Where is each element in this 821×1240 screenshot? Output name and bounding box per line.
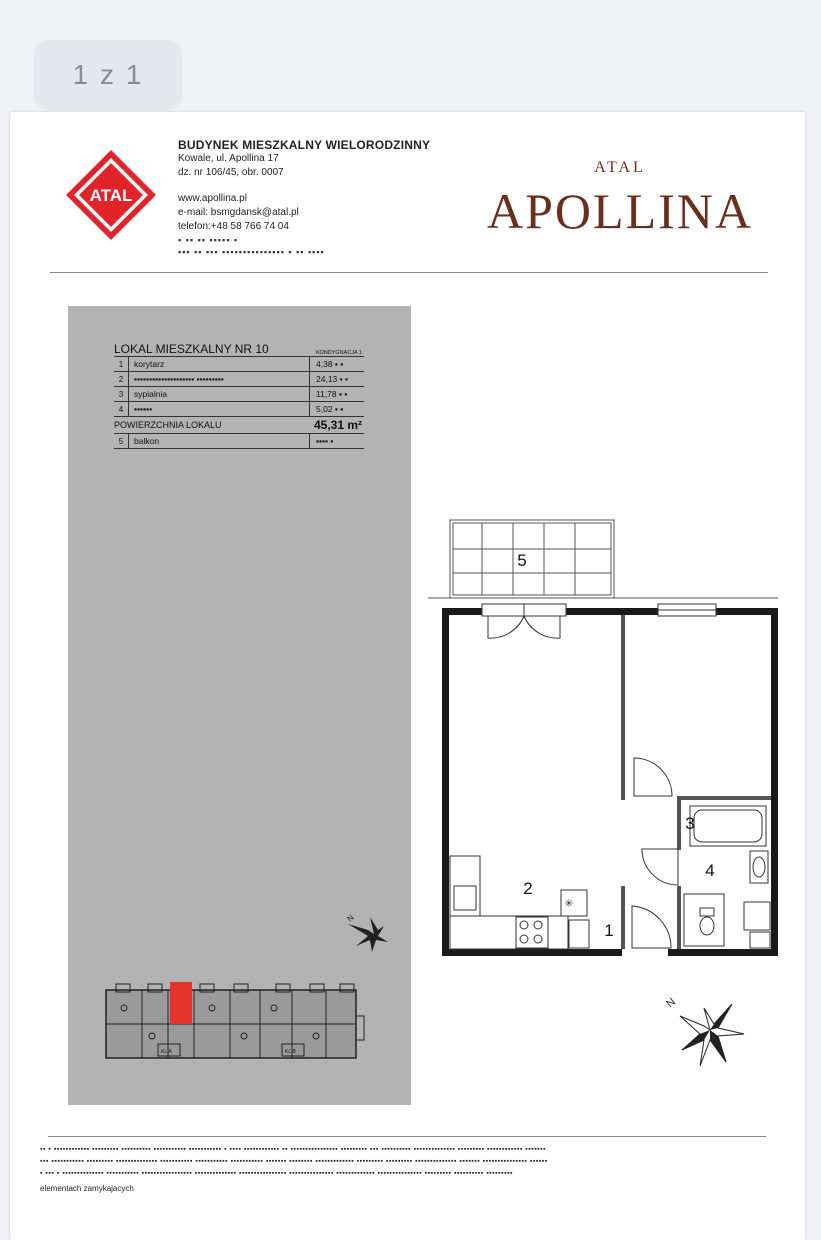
stair-label: KL.A: [161, 1049, 172, 1055]
room-area: 5,02 ▪ ▪: [316, 404, 344, 414]
room-name: ▪▪▪▪▪▪: [129, 402, 310, 416]
area-table: [114, 340, 364, 449]
highlighted-unit: [170, 982, 192, 1024]
room-area: 4,38 ▪ ▪: [316, 359, 344, 369]
bathroom-fixtures: [684, 806, 770, 948]
page-indicator: 1 z 1: [34, 40, 182, 110]
room-label-5: 5: [517, 551, 527, 570]
header-divider: [50, 272, 768, 273]
email-text: e-mail: bsmgdansk@atal.pl: [178, 207, 299, 218]
room-label-4: 4: [705, 861, 715, 880]
total-row: [114, 417, 364, 434]
table-header: [114, 340, 364, 357]
logo-text: ATAL: [89, 186, 133, 205]
room-area: 24,13 ▪ ▪: [316, 374, 349, 384]
table-row: [114, 434, 364, 449]
atal-logo: [64, 148, 158, 242]
outer-walls: [442, 608, 778, 956]
room-name: korytarz: [129, 357, 310, 371]
table-row: [114, 357, 364, 372]
building-title: BUDYNEK MIESZKALNY WIELORODZINNY: [178, 138, 431, 152]
svg-text:N: N: [664, 995, 679, 1011]
building-info: [178, 138, 430, 258]
room-number: 2: [114, 372, 129, 386]
redacted-line: ▪▪▪ ▪▪ ▪▪▪ ▪▪▪▪▪▪▪▪▪▪▪▪▪▪▪ ▪ ▪▪ ▪▪▪▪: [178, 247, 325, 257]
room-name: balkon: [129, 434, 310, 448]
room-label-3: 3: [685, 814, 695, 833]
unit-title: LOKAL MIESZKALNY NR 10: [114, 342, 269, 356]
floor-plan: [428, 516, 778, 958]
room-number: 5: [114, 434, 129, 448]
redacted-note: ▪▪ ▪ ▪▪▪▪▪▪▪▪▪▪▪▪ ▪▪▪▪▪▪▪▪▪ ▪▪▪▪▪▪▪▪▪▪ ▪▪▪▪▪▪▪▪▪▪▪ ▪▪▪▪▪▪▪▪▪▪▪ ▪ ▪▪▪▪ ▪▪▪▪▪▪▪▪▪▪▪▪ ▪▪ ▪▪▪▪▪▪▪▪▪▪▪▪▪▪▪▪ ▪▪▪▪▪▪▪▪▪ ▪▪▪ ▪▪▪▪▪▪▪▪▪▪ ▪▪▪▪▪▪▪▪▪▪▪▪▪▪ ▪▪▪▪▪▪▪▪▪ ▪▪▪▪▪▪▪▪▪▪▪▪ ▪▪▪▪▪▪▪: [40, 1146, 547, 1153]
room-number: 4: [114, 402, 129, 416]
brand-name-text: APOLLINA: [487, 183, 753, 239]
table-row: [114, 372, 364, 387]
windows: [658, 604, 716, 616]
stair-label: KL.B: [285, 1049, 296, 1055]
interior-walls: [621, 615, 771, 949]
balcony: [450, 520, 614, 598]
compass-icon: [660, 990, 746, 1068]
room-area: 11,78 ▪ ▪: [316, 389, 348, 399]
balcony-door: [482, 604, 566, 638]
floor-label: KONDYGNACJA 1: [315, 350, 362, 356]
compass-icon: [344, 912, 388, 956]
website-text: www.apollina.pl: [178, 193, 247, 204]
room-name: ▪▪▪▪▪▪▪▪▪▪▪▪▪▪▪▪▪▪▪▪ ▪▪▪▪▪▪▪▪▪: [129, 372, 310, 386]
room-number: 3: [114, 387, 129, 401]
total-area: 45,31 m²: [313, 418, 362, 432]
redacted-line: ▪ ▪▪ ▪▪ ▪▪▪▪▪ ▪: [178, 235, 239, 245]
phone-text: telefon:+48 58 766 74 04: [178, 221, 289, 232]
redacted-note: ▪ ▪▪▪ ▪ ▪▪▪▪▪▪▪▪▪▪▪▪▪▪ ▪▪▪▪▪▪▪▪▪▪▪ ▪▪▪▪▪▪▪▪▪▪▪▪▪▪▪▪▪ ▪▪▪▪▪▪▪▪▪▪▪▪▪▪ ▪▪▪▪▪▪▪▪▪▪▪▪▪▪▪▪ ▪▪▪▪▪▪▪▪▪▪▪▪▪▪▪ ▪▪▪▪▪▪▪▪▪▪▪▪▪ ▪▪▪▪▪▪▪▪▪▪▪▪▪▪▪ ▪▪▪▪▪▪▪▪▪ ▪▪▪▪▪▪▪▪▪▪ ▪▪▪▪▪▪▪▪▪: [40, 1170, 514, 1177]
interior-doors: [632, 758, 678, 948]
brand-small-text: ATAL: [594, 159, 646, 176]
footer-text: elementach zamykajacych: [40, 1184, 134, 1193]
redacted-note: ▪▪▪ ▪▪▪▪▪▪▪▪▪▪▪ ▪▪▪▪▪▪▪▪▪ ▪▪▪▪▪▪▪▪▪▪▪▪▪▪ ▪▪▪▪▪▪▪▪▪▪▪ ▪▪▪▪▪▪▪▪▪▪▪ ▪▪▪▪▪▪▪▪▪▪▪ ▪▪▪▪▪▪▪ ▪▪▪▪▪▪▪▪ ▪▪▪▪▪▪▪▪▪▪▪▪▪ ▪▪▪▪▪▪▪▪▪ ▪▪▪▪▪▪▪▪▪ ▪▪▪▪▪▪▪▪▪▪▪▪▪▪ ▪▪▪▪▪▪▪ ▪▪▪▪▪▪▪▪▪▪▪▪▪▪▪ ▪▪▪▪▪▪: [40, 1158, 548, 1165]
room-area: ▪▪▪▪ ▪: [316, 436, 334, 446]
svg-text:✳: ✳: [564, 897, 574, 910]
footer-notes: [40, 1144, 760, 1193]
table-row: [114, 387, 364, 402]
svg-text:N: N: [345, 912, 356, 924]
apollina-brand-logo: [484, 154, 756, 239]
room-label-1: 1: [604, 921, 614, 940]
building-plot: dz. nr 106/45, obr. 0007: [178, 167, 284, 178]
room-label-2: 2: [523, 879, 533, 898]
building-key-plan: [104, 978, 366, 1062]
room-name: sypialnia: [129, 387, 310, 401]
room-number: 1: [114, 357, 129, 371]
total-label: POWIERZCHNIA LOKALU: [114, 420, 222, 430]
footer-divider: [48, 1136, 766, 1137]
table-row: [114, 402, 364, 417]
document-page: [10, 112, 805, 1240]
building-address: Kowale, ul. Apollina 17: [178, 153, 279, 164]
